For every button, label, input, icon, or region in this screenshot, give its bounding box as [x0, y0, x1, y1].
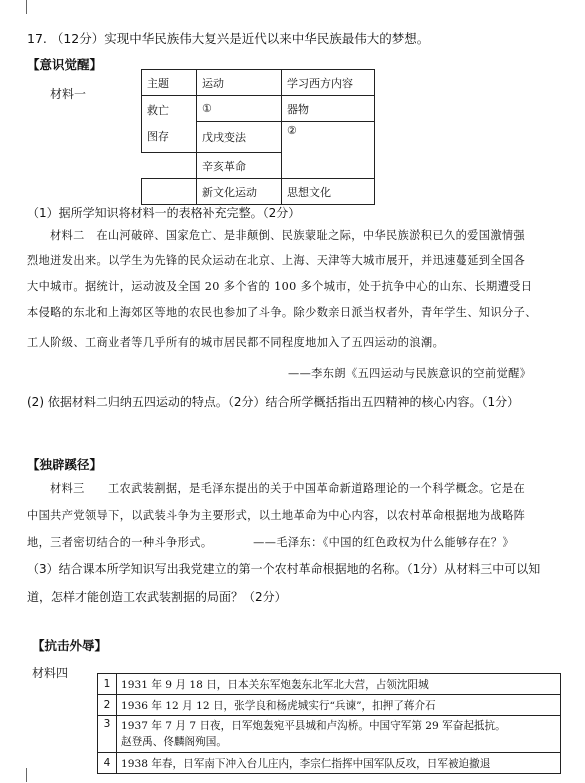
question-2: (2) 依据材料二归纳五四运动的特点。（2分）结合所学概括指出五四精神的核心内容。（1分）	[27, 395, 520, 409]
question-1: （1）据所学知识将材料一的表格补充完整。（2分）	[27, 206, 301, 220]
movement-cell-3: 辛亥革命	[197, 153, 282, 179]
section-heading-resist: 【抗击外辱】	[32, 638, 108, 653]
table-header-row	[142, 70, 375, 96]
material-3-line: 地，三者密切结合的一种斗争形式。 ——毛泽东：《中国的红色政权为什么能够存在？》	[27, 536, 515, 549]
content-cell-4: 思想文化	[282, 179, 375, 205]
movement-cell-4: 新文化运动	[197, 179, 282, 205]
section-heading-new-path: 【独辟蹊径】	[27, 457, 103, 472]
row-text: 1936 年 12 月 12 日，张学良和杨虎城实行“兵谏”，扣押了蒋介石	[117, 695, 561, 716]
material-1-label: 材料一	[50, 87, 87, 101]
row-text: 1938 年春，日军南下冲入台儿庄内，李宗仁指挥中国军队反攻，日军被迫撤退	[117, 753, 561, 774]
material-2-line: 大中城市。据统计，运动波及全国 20 多个省的 100 多个城市，处于抗争中心的山东、长期遭受日	[27, 280, 533, 293]
table-row	[98, 695, 561, 716]
question-3-line-1: （3）结合课本所学知识写出我党建立的第一个农村革命根据地的名称。（1分）从材料三中可以知	[27, 562, 541, 576]
table-row	[98, 674, 561, 695]
movement-cell-2: 戊戌变法	[197, 122, 282, 153]
question-17-title: 17. （12分）实现中华民族伟大复兴是近代以来中华民族最伟大的梦想。	[27, 31, 430, 46]
movement-cell-1: ①	[197, 96, 282, 122]
header-topic: 主题	[142, 70, 197, 96]
material-2-line: 本侵略的东北和上海郊区等地的农民也参加了斗争。除少数亲日派当权者外，青年学生、知识分子、	[27, 306, 537, 319]
row-text-line-2: 赵登禹、佟麟阁殉国。	[121, 736, 227, 748]
table-row	[142, 179, 375, 205]
crop-mark-bottom-left	[26, 768, 27, 782]
section-heading-awakening: 【意识觉醒】	[27, 57, 103, 72]
row-text: 1931 年 9 月 18 日，日本关东军炮轰东北军北大营，占领沈阳城	[117, 674, 561, 695]
material-2-line: 材料二 在山河破碎、国家危亡、是非颠倒、民族蒙耻之际，中华民族淤积已久的爱国激情强	[50, 229, 526, 242]
material-2-source: ——李东朗《五四运动与民族意识的空前觉醒》	[288, 367, 532, 380]
topic-line-2: 图存	[147, 130, 169, 143]
row-text	[117, 716, 561, 753]
material-4-table	[97, 673, 561, 774]
content-cell-1: 器物	[282, 96, 375, 122]
table-row	[98, 716, 561, 753]
question-3-line-2: 道，怎样才能创造工农武装割据的局面？（2分）	[27, 590, 287, 604]
topic-cell-empty	[142, 153, 197, 179]
material-4-label: 材料四	[32, 666, 69, 680]
material-3-line: 中国共产党领导下，以武装斗争为主要形式，以土地革命为中心内容，以农村革命根据地为战略阵	[27, 509, 526, 522]
crop-mark-top-left	[26, 0, 27, 14]
material-2-line: 工人阶级、工商业者等几乎所有的城市居民都不同程度地加入了五四运动的浪潮。	[27, 336, 445, 349]
row-number: 1	[98, 674, 117, 695]
table-row	[142, 96, 375, 122]
material-1-table	[141, 69, 375, 205]
row-number: 3	[98, 716, 117, 753]
header-movement: 运动	[197, 70, 282, 96]
row-text-line-1: 1937 年 7 月 7 日夜，日军炮轰宛平县城和卢沟桥。中国守军第 29 军奋起抵抗。	[121, 720, 506, 732]
material-3-line: 材料三 工农武装割据，是毛泽东提出的关于中国革命新道路理论的一个科学概念。它是在	[50, 482, 526, 495]
table-row	[98, 753, 561, 774]
row-number: 4	[98, 753, 117, 774]
topic-cell-empty-2	[142, 179, 197, 205]
row-number: 2	[98, 695, 117, 716]
header-content: 学习西方内容	[282, 70, 375, 96]
topic-line-1: 救亡	[147, 104, 169, 117]
content-cell-2: ②	[282, 122, 375, 179]
topic-cell	[142, 96, 197, 153]
material-2-line: 烈地迸发出来。以学生为先锋的民众运动在北京、上海、天津等大城市展开，并迅速蔓延到全国各	[27, 254, 526, 267]
